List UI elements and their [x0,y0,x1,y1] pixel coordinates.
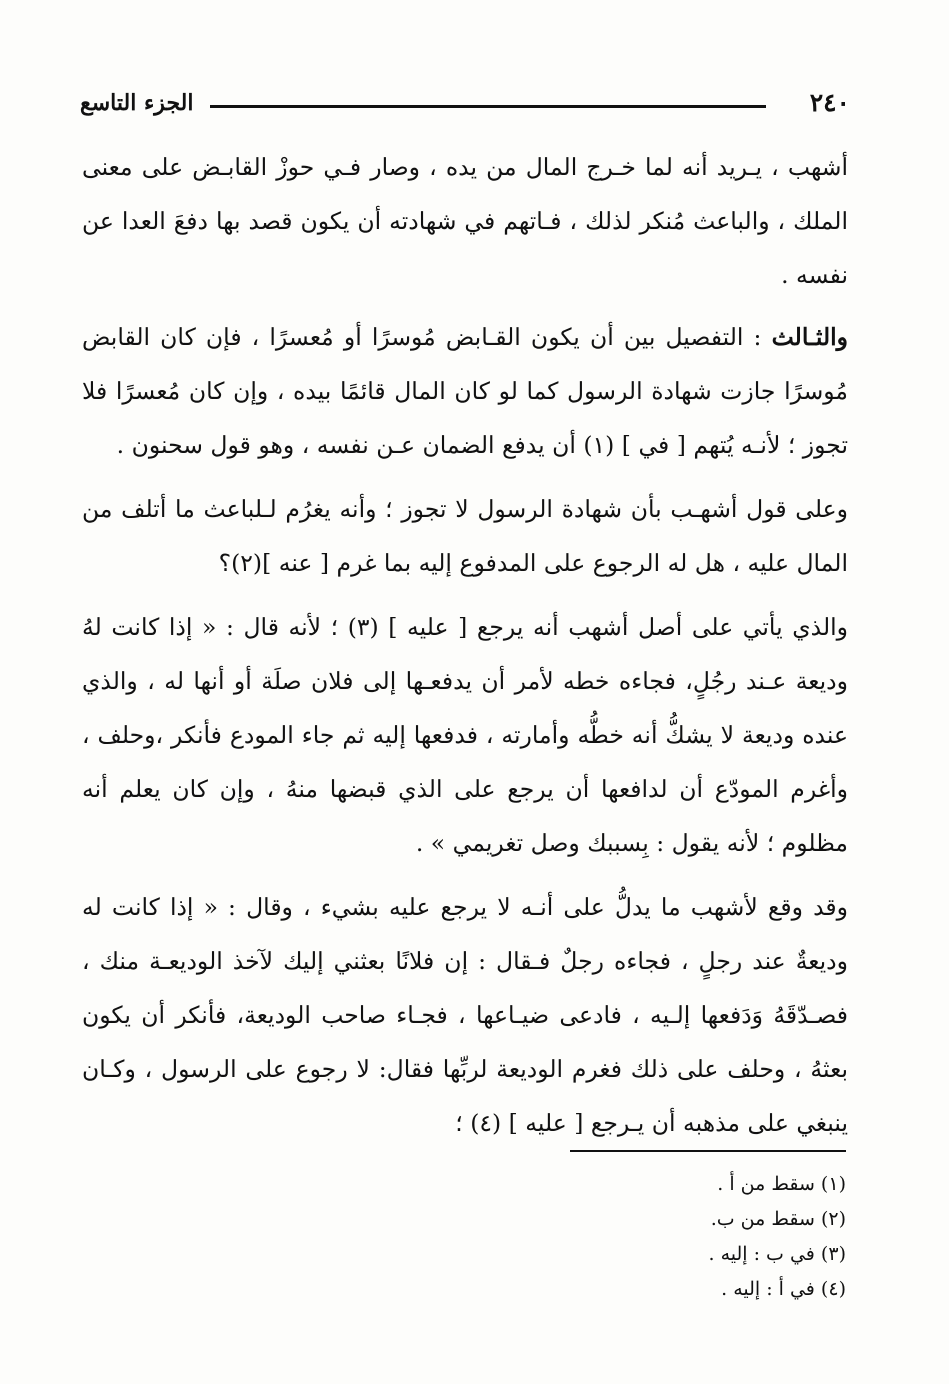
page-number: ٢٤٠ [809,88,850,117]
header-rule [210,105,766,108]
paragraph-4 [82,600,848,870]
paragraph-text: وقد وقع لأشهب ما يدلُّ على أنـه لا يرجع عليه بشيء ، وقال : « إذا كانت له وديعةٌ عند رجلٍ ، فجاءه رجلٌ فـقال : إن فلانًا بعثني إليك لآخذ الوديعـة منك ، فصـدّقَهُ وَدَفعها إلـيه ، فادعى ضيـاعها ، فجـاء صاحب الوديعة، فأنكر أن يكون بعثهُ ، وحلف على ذلك فغرم الوديعة لربِّها فقال: لا رجوع على الرسول ، وكـان ينبغي على مذهبه أن يـرجع [ عليه ] (٤) ؛ [82,893,849,1137]
paragraph-5 [82,880,848,1150]
footnotes [446,1167,846,1307]
footnote-3: (٣) في ب : إليه . [708,1243,846,1265]
footnote-rule [570,1150,846,1152]
paragraph-lead: والثـالث [771,323,848,351]
paragraph-text: وعلى قول أشهـب بأن شهادة الرسول لا تجوز ؛ وأنه يغرُم لـلباعث ما أتلف من المال عليه ، هل له الرجوع على المدفوع إليه بما غرم [ عنه ](٢)؟ [82,495,848,577]
footnote-4: (٤) في أ : إليه . [721,1278,846,1300]
footnote-2: (٢) سقط من ب. [710,1208,846,1230]
footnote-1: (١) سقط من أ . [717,1173,846,1195]
paragraph-text: والذي يأتي على أصل أشهب أنه يرجع [ عليه ] (٣) ؛ لأنه قال : « إذا كانت لهُ وديعة عـند رجُلٍ، فجاءه خطه لأمر أن يدفعـها إلى فلان صلَة أو أنها له ، والذي عنده وديعة لا يشكُّ أنه خطُّه وأمارته ، فدفعها إليه ثم جاء المودع فأنكر ،وحلف ، وأغرم المودّع أن لدافعها أن يرجع على الذي قبضها منهُ ، وإن كان يعلم أنه مظلوم ؛ لأنه يقول : بِسببك وصل تغريمي » . [82,613,848,857]
main-text [82,140,848,1160]
page-header [80,88,850,124]
paragraph-text: : التفصيل بين أن يكون القـابض مُوسرًا أو مُعسرًا ، فإن كان القابض مُوسرًا جازت شهادة الرسول كما لو كان المال قائمًا بيده ، وإن كان مُعسرًا فلا تجوز ؛ لأنـه يُتهم [ في ] (١) أن يدفع الضمان عـن نفسه ، وهو قول سحنون . [82,323,848,459]
paragraph-2 [82,310,848,472]
part-title: الجزء التاسع [80,90,194,116]
paragraph-3 [82,482,848,590]
paragraph-text: أشهب ، يـريد أنه لما خـرج المال من يده ، وصار فـي حوزْ القابـض على معنى الملك ، والباعث مُنكر لذلك ، فـاتهم في شهادته أن يكون قصد بها دفعَ العدا عن نفسه . [82,153,848,289]
paragraph-1 [82,140,848,302]
